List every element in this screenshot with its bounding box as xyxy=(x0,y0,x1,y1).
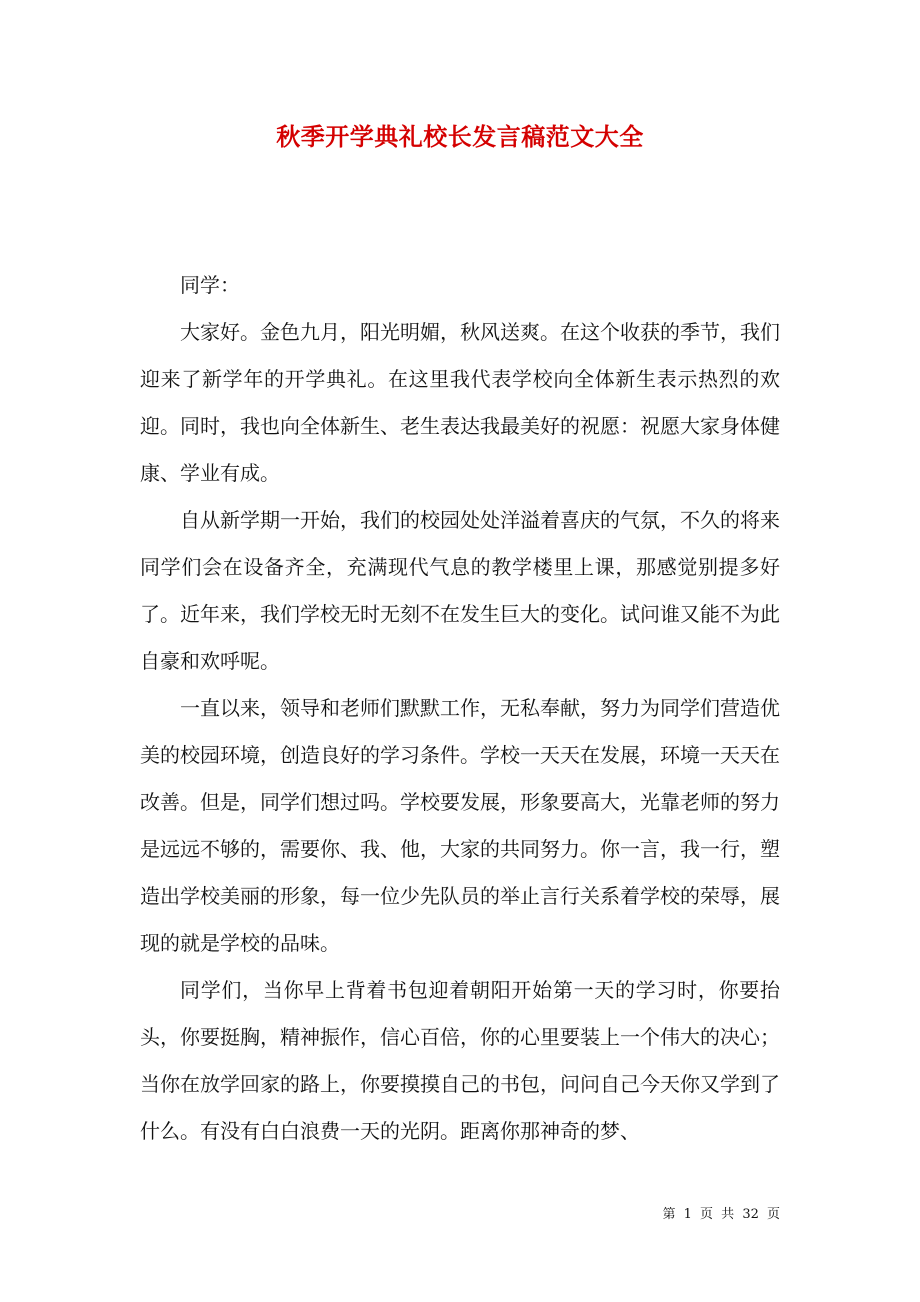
document-body xyxy=(140,262,780,1155)
paragraph-4: 同学们，当你早上背着书包迎着朝阳开始第一天的学习时，你要抬头，你要挺胸，精神振作，信心百倍，你的心里要装上一个伟大的决心；当你在放学回家的路上，你要摸摸自己的书包，问问自己今天你又学到了什么。有没有白白浪费一天的光阴。距离你那神奇的梦、 xyxy=(140,978,780,1143)
paragraph-3: 一直以来，领导和老师们默默工作，无私奉献，努力为同学们营造优美的校园环境，创造良好的学习条件。学校一天天在发展，环境一天天在改善。但是，同学们想过吗。学校要发展，形象要高大，光靠老师的努力是远远不够的，需要你、我、他，大家的共同努力。你一言，我一行，塑造出学校美丽的形象，每一位少先队员的举止言行关系着学校的荣辱，展现的就是学校的品味。 xyxy=(140,696,780,955)
salutation: 同学： xyxy=(180,273,240,297)
page-number: 第 1 页 共 32 页 xyxy=(662,1207,780,1222)
document-title: 秋季开学典礼校长发言稿范文大全 xyxy=(276,122,644,151)
paragraph-2: 自从新学期一开始，我们的校园处处洋溢着喜庆的气氛，不久的将来同学们会在设备齐全，充满现代气息的教学楼里上课，那感觉别提多好了。近年来，我们学校无时无刻不在发生巨大的变化。试问谁又能不为此自豪和欢呼呢。 xyxy=(140,508,780,673)
paragraph-1: 大家好。金色九月，阳光明媚，秋风送爽。在这个收获的季节，我们迎来了新学年的开学典礼。在这里我代表学校向全体新生表示热烈的欢迎。同时，我也向全体新生、老生表达我最美好的祝愿：祝愿大家身体健康、学业有成。 xyxy=(140,320,780,485)
